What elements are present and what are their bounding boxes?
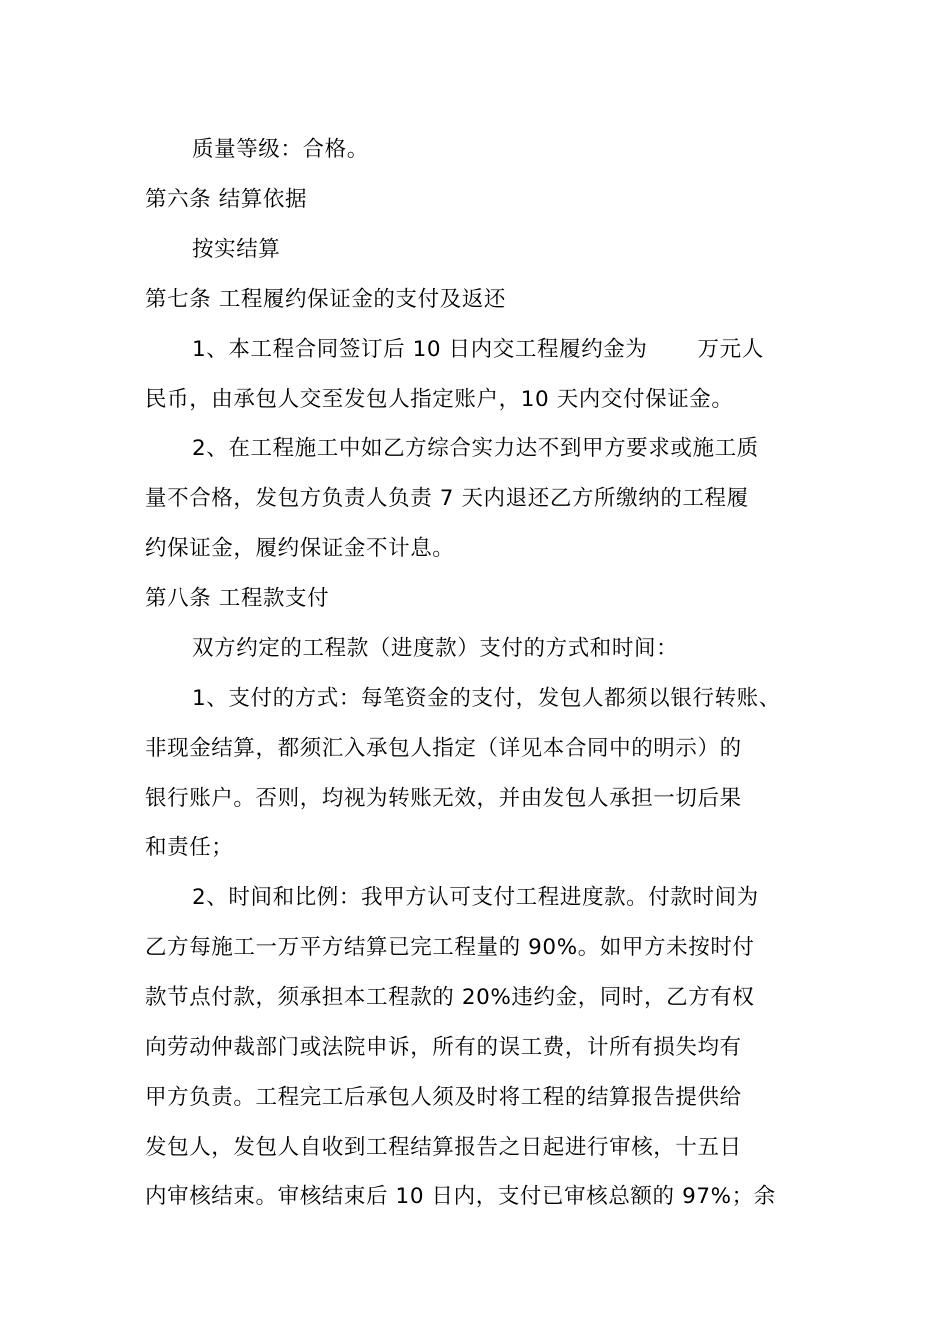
payment-time-line-2: 乙方每施工一万平方结算已完工程量的 90%。如甲方未按时付 [145, 935, 755, 960]
payment-method-line-1: 1、支付的方式：每笔资金的支付，发包人都须以银行转账、 [192, 686, 781, 711]
payment-time-line-4: 向劳动仲裁部门或法院申诉，所有的误工费，计所有损失均有 [145, 1035, 742, 1060]
refund-clause-line-1: 2、在工程施工中如乙方综合实力达不到甲方要求或施工质 [192, 436, 759, 461]
payment-intro-line: 双方约定的工程款（进度款）支付的方式和时间： [192, 636, 679, 661]
quality-grade-line: 质量等级：合格。 [192, 137, 369, 162]
payment-method-line-4: 和责任； [145, 835, 234, 860]
refund-clause-line-3: 约保证金，履约保证金不计息。 [145, 536, 455, 561]
payment-time-line-3: 款节点付款，须承担本工程款的 20%违约金，同时，乙方有权 [145, 985, 755, 1010]
article-8-heading: 第八条 工程款支付 [145, 586, 330, 611]
settlement-basis-line: 按实结算 [192, 237, 281, 262]
payment-time-line-6: 发包人，发包人自收到工程结算报告之日起进行审核，十五日 [145, 1135, 742, 1160]
article-6-heading: 第六条 结算依据 [145, 187, 308, 212]
payment-time-line-5: 甲方负责。工程完工后承包人须及时将工程的结算报告提供给 [145, 1085, 742, 1110]
payment-time-line-1: 2、时间和比例：我甲方认可支付工程进度款。付款时间为 [192, 885, 759, 910]
deposit-clause-line-2: 民币，由承包人交至发包人指定账户，10 天内交付保证金。 [145, 387, 734, 412]
deposit-clause-text-a: 1、本工程合同签订后 10 日内交工程履约金为 [192, 337, 648, 362]
deposit-clause-line-1 [192, 335, 764, 365]
article-7-heading: 第七条 工程履约保证金的支付及返还 [145, 287, 507, 312]
payment-method-line-3: 银行账户。否则，均视为转账无效，并由发包人承担一切后果 [145, 786, 742, 811]
deposit-clause-text-b: 万元人 [697, 337, 764, 362]
payment-time-line-7: 内审核结束。审核结束后 10 日内，支付已审核总额的 97%；余 [145, 1184, 776, 1209]
payment-method-line-2: 非现金结算，都须汇入承包人指定（详见本合同中的明示）的 [145, 736, 742, 761]
refund-clause-line-2: 量不合格，发包方负责人负责 7 天内退还乙方所缴纳的工程履 [145, 486, 749, 511]
